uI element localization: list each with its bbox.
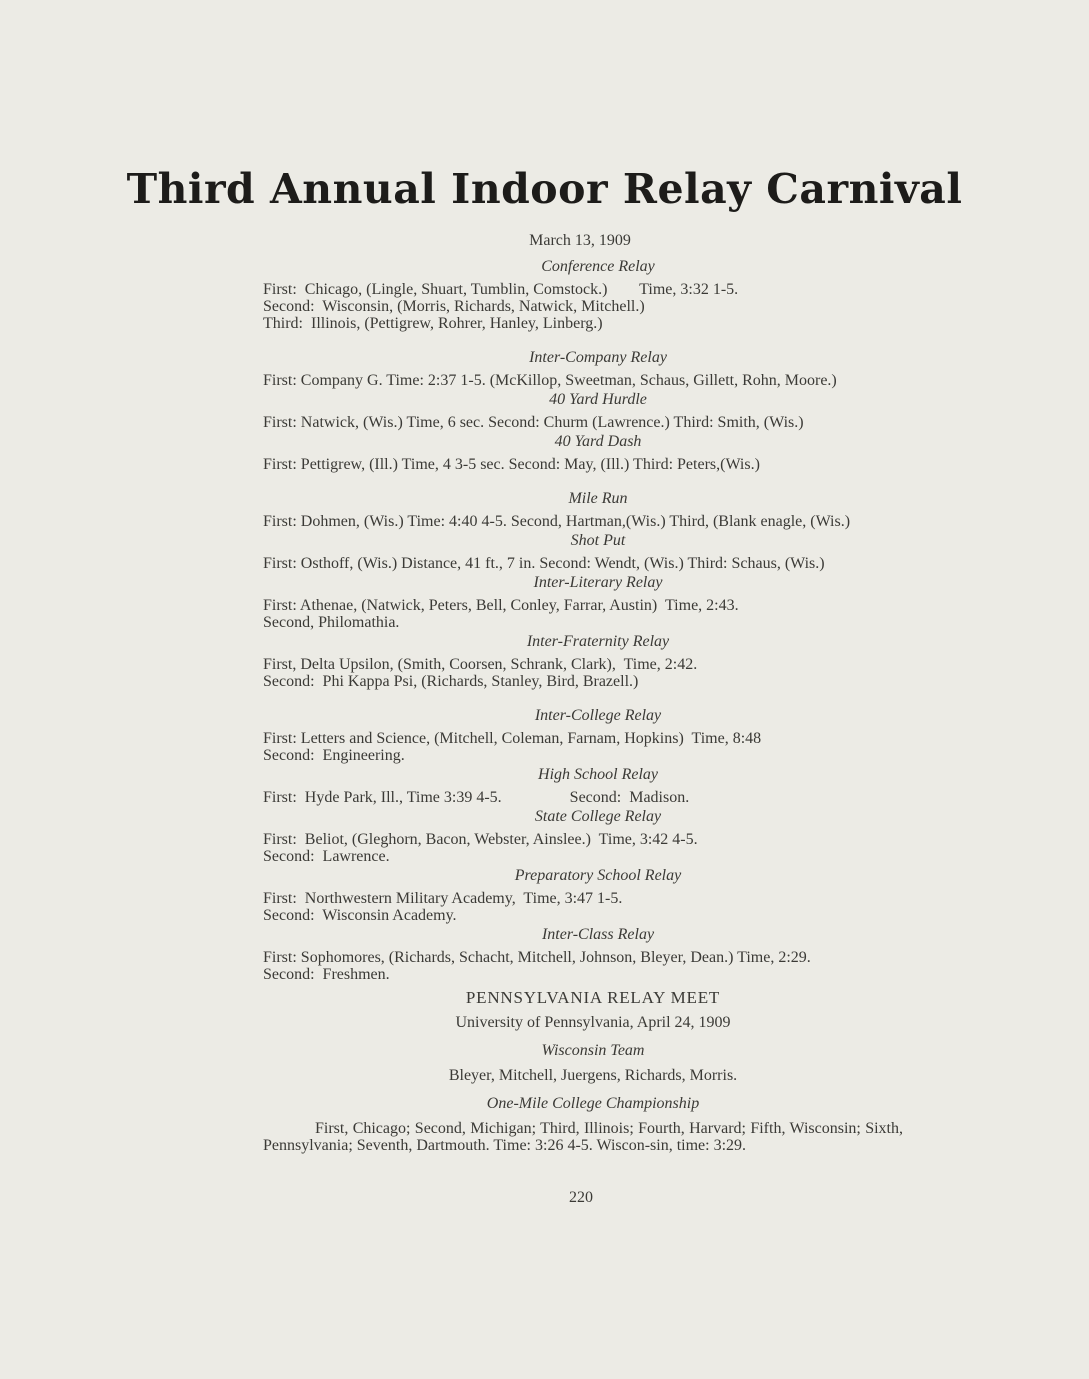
results-body [263, 256, 903, 1154]
event-heading: Inter-Company Relay [529, 349, 667, 366]
result-line: First: Osthoff, (Wis.) Distance, 41 ft., 7 in. Second: Wendt, (Wis.) Third: Schaus, (Wis.) [263, 555, 825, 572]
result-line: First: Pettigrew, (Ill.) Time, 4 3-5 sec. Second: May, (Ill.) Third: Peters,(Wis.) [263, 456, 760, 473]
section-heading: PENNSYLVANIA RELAY MEET [465, 988, 721, 1007]
event-heading: 40 Yard Hurdle [549, 391, 647, 408]
event-heading: Inter-College Relay [534, 707, 662, 724]
result-line: Second, Philomathia. [263, 614, 400, 631]
meet-date: March 13, 1909 [529, 232, 631, 249]
result-line: First: Dohmen, (Wis.) Time: 4:40 4-5. Second, Hartman,(Wis.) Third, (Blank enagle, (Wis.) [263, 513, 851, 530]
result-line: Third: Illinois, (Pettigrew, Rohrer, Hanley, Linberg.) [263, 315, 603, 332]
event-heading: State College Relay [534, 808, 662, 825]
team-members: Bleyer, Mitchell, Juergens, Richards, Morris. [448, 1067, 738, 1084]
result-line: First: Letters and Science, (Mitchell, Coleman, Farnam, Hopkins) Time, 8:48 [263, 730, 762, 747]
venue-line: University of Pennsylvania, April 24, 1909 [455, 1014, 731, 1031]
championship-results: First, Chicago; Second, Michigan; Third, Illinois; Fourth, Harvard; Fifth, Wisconsin; Sixth, Pennsylvania; Seventh, Dartmouth. Time: 3:26 4-5. Wiscon-sin, time: 3:29. [263, 1120, 903, 1154]
event-heading: Shot Put [570, 532, 626, 549]
result-line: Second: Wisconsin Academy. [263, 907, 457, 924]
event-heading: Inter-Class Relay [541, 926, 655, 943]
result-line: Second: Lawrence. [263, 848, 390, 865]
result-line: First: Sophomores, (Richards, Schacht, Mitchell, Johnson, Bleyer, Dean.) Time, 2:29. [263, 949, 811, 966]
result-line: First: Company G. Time: 2:37 1-5. (McKillop, Sweetman, Schaus, Gillett, Rohn, Moore.) [263, 372, 837, 389]
team-heading: Wisconsin Team [541, 1042, 645, 1059]
event-heading: Preparatory School Relay [514, 867, 682, 884]
result-line: First: Beliot, (Gleghorn, Bacon, Webster, Ainslee.) Time, 3:42 4-5. [263, 831, 698, 848]
page-title: Third Annual Indoor Relay Carnival [126, 165, 963, 213]
result-line: First: Natwick, (Wis.) Time, 6 sec. Second: Churm (Lawrence.) Third: Smith, (Wis.) [263, 414, 804, 431]
event-heading: Inter-Fraternity Relay [526, 633, 670, 650]
event-heading: High School Relay [538, 766, 658, 783]
championship-heading: One-Mile College Championship [486, 1095, 700, 1112]
result-line: First: Northwestern Military Academy, Time, 3:47 1-5. [263, 890, 623, 907]
result-line: First: Chicago, (Lingle, Shuart, Tumblin, Comstock.) Time, 3:32 1-5. [263, 281, 739, 298]
page-number: 220 [569, 1189, 593, 1206]
result-line: First, Delta Upsilon, (Smith, Coorsen, Schrank, Clark), Time, 2:42. [263, 656, 698, 673]
event-heading: Inter-Literary Relay [533, 574, 663, 591]
result-line: First: Hyde Park, Ill., Time 3:39 4-5. Second: Madison. [263, 789, 690, 806]
event-heading: 40 Yard Dash [554, 433, 642, 450]
result-line: First: Athenae, (Natwick, Peters, Bell, Conley, Farrar, Austin) Time, 2:43. [263, 597, 739, 614]
event-heading: Mile Run [568, 490, 628, 507]
event-heading: Conference Relay [541, 258, 655, 275]
result-line: Second: Wisconsin, (Morris, Richards, Natwick, Mitchell.) [263, 298, 645, 315]
result-line: Second: Engineering. [263, 747, 405, 764]
result-line: Second: Freshmen. [263, 966, 390, 983]
result-line: Second: Phi Kappa Psi, (Richards, Stanley, Bird, Brazell.) [263, 673, 639, 690]
